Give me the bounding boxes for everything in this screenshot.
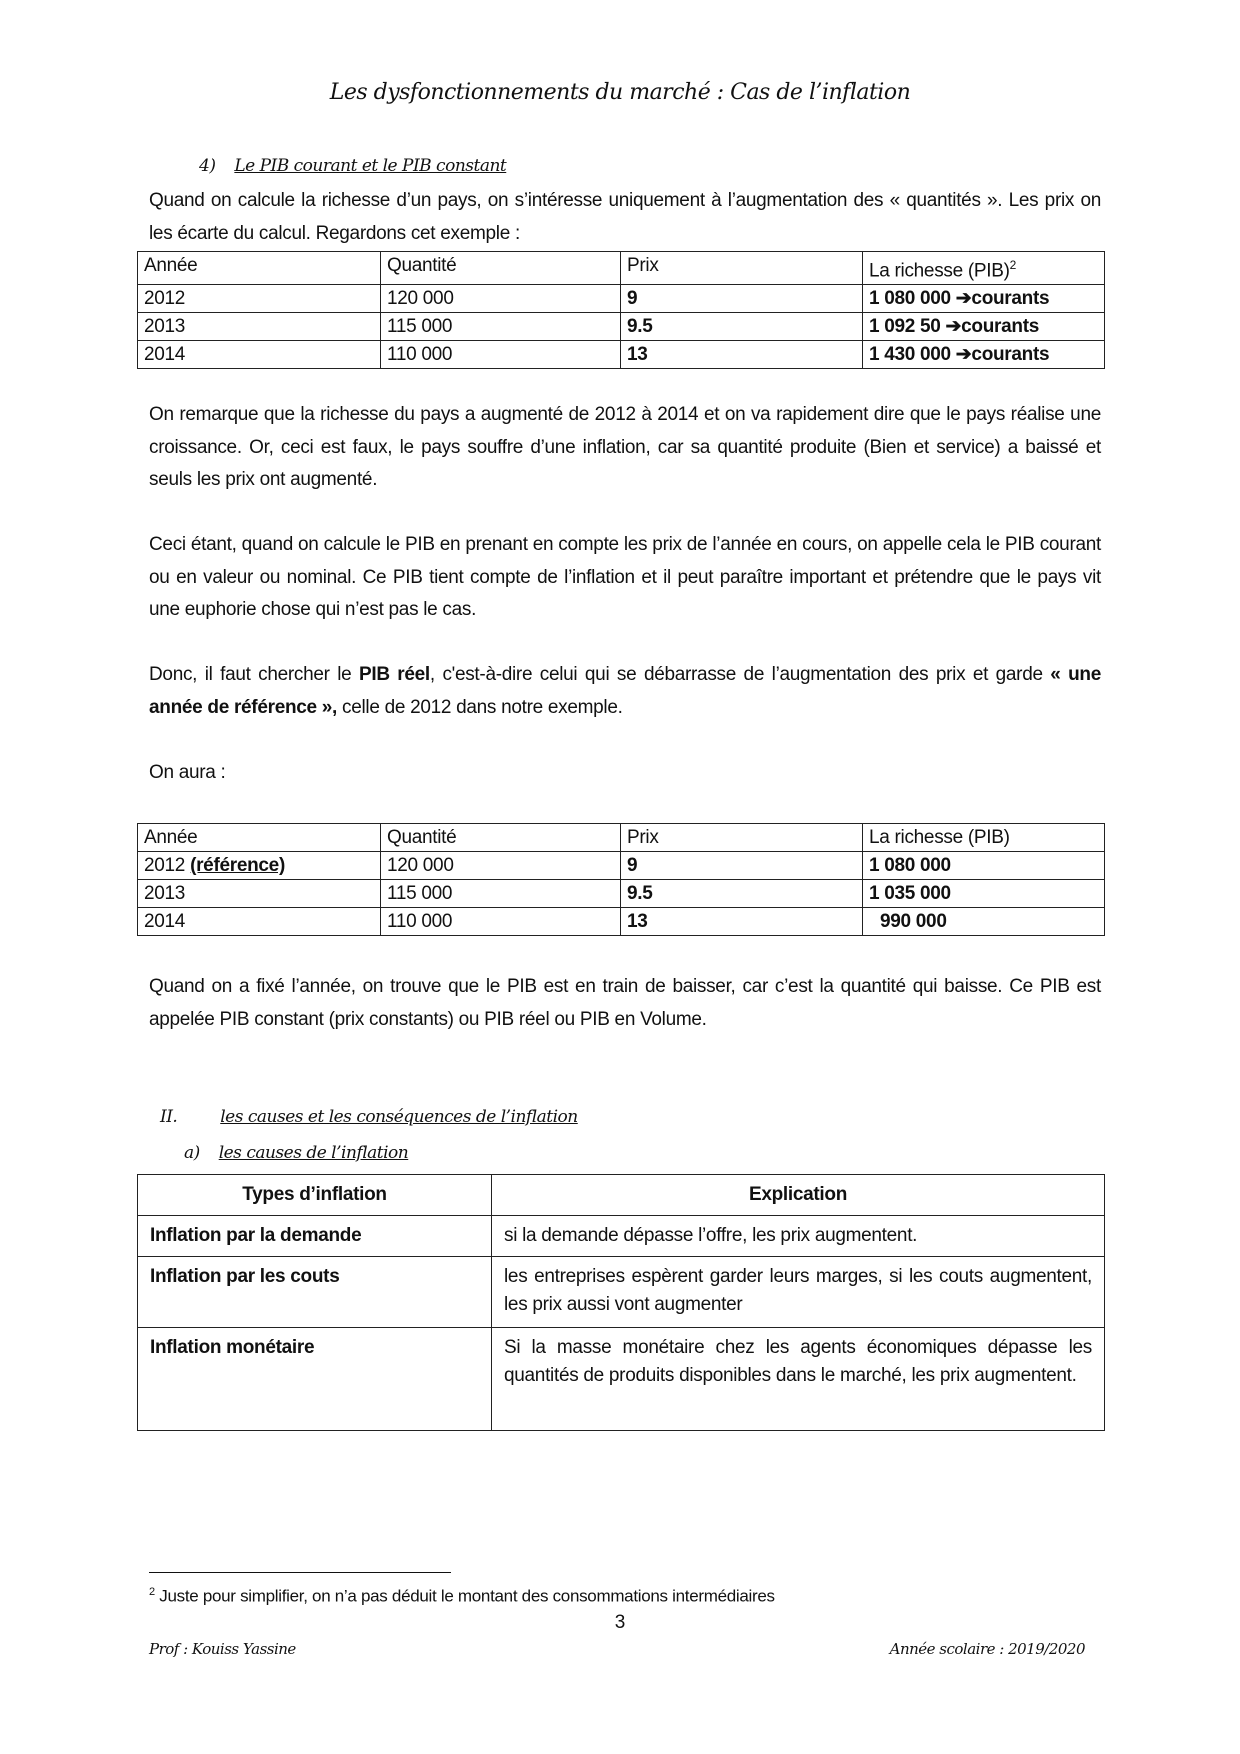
table-row [138,1328,1105,1431]
cell: Inflation monétaire [138,1328,492,1431]
table-row [138,908,1105,936]
cell: 990 000 [863,908,1105,936]
table-row [138,880,1105,908]
cell: 120 000 [381,852,621,880]
section-II-heading [160,1107,578,1127]
cell: 115 000 [381,880,621,908]
table-row [138,341,1105,369]
header-cell: Prix [621,824,863,852]
table-header-row [138,252,1105,285]
section-number: II. [160,1107,178,1127]
cell: 1 035 000 [863,880,1105,908]
text: Donc, il faut chercher le [149,664,359,685]
section-4-heading [199,156,506,176]
header-cell: Explication [492,1175,1105,1216]
section-number: 4) [199,156,216,176]
table-row [138,1257,1105,1328]
paragraph-pib-courant: Ceci étant, quand on calcule le PIB en prenant en compte les prix de l’année en cours, on appelle cela le PIB courant ou en valeur ou nominal. Ce PIB tient compte de l’inflation et il peut paraître important et prétendre que le pays vit une euphorie chose qui n’est pas le cas. [149,534,1101,620]
table-header-row [138,824,1105,852]
cell: si la demande dépasse l’offre, les prix augmentent. [492,1216,1105,1257]
cell: 110 000 [381,341,621,369]
cell: 1 430 000 ➔courants [863,341,1105,369]
bold-text: PIB réel [358,664,430,685]
cell: 2014 [138,908,381,936]
cell: 1 080 000 ➔courants [863,285,1105,313]
header-cell: Quantité [381,252,621,285]
cell: 2013 [138,880,381,908]
footnote-number: 2 [149,1586,155,1598]
cell: 9 [621,285,863,313]
header-cell: Année [138,252,381,285]
paragraph-intro: Quand on calcule la richesse d’un pays, on s’intéresse uniquement à l’augmentation des « quantités ». Les prix on les écarte du calcul. Regardons cet exemple : [149,190,1101,244]
footnote-text: Juste pour simplifier, on n’a pas déduit le montant des consommations intermédiaires [159,1586,775,1606]
table-pib-constant [137,823,1105,936]
paragraph-observation: On remarque que la richesse du pays a augmenté de 2012 à 2014 et on va rapidement dire que le pays réalise une croissance. Or, ceci est faux, le pays souffre d’une inflation, car sa quantité produite (Bien et service) a baissé et seuls les prix ont augmenté. [149,404,1101,490]
paragraph-pib-reel [149,659,1101,724]
table-pib-courant [137,251,1105,369]
header-cell: Prix [621,252,863,285]
table-row [138,1216,1105,1257]
header-cell: Année [138,824,381,852]
footnote [149,1586,775,1607]
section-title: les causes de l’inflation [218,1143,409,1163]
bold-text: « une année de référence », [149,664,1101,718]
cell: 120 000 [381,285,621,313]
header-cell: Types d’inflation [138,1175,492,1216]
header-cell: La richesse (PIB) [863,824,1105,852]
cell: 9.5 [621,880,863,908]
paragraph-conclusion: Quand on a fixé l’année, on trouve que le PIB est en train de baisser, car c’est la quantité qui baisse. Ce PIB est appelée PIB constant (prix constants) ou PIB réel ou PIB en Volume. [149,976,1101,1030]
header-text: La richesse (PIB) [869,260,1010,282]
section-title: les causes et les conséquences de l’inflation [220,1107,578,1127]
table-inflation-causes [137,1174,1105,1431]
table-row [138,313,1105,341]
paragraph-on-aura: On aura : [149,762,226,783]
section-a-heading [184,1143,408,1163]
section-title: Le PIB courant et le PIB constant [234,156,507,176]
header-cell: Quantité [381,824,621,852]
footnote-ref: 2 [1009,258,1016,272]
cell: 13 [621,908,863,936]
cell: 9 [621,852,863,880]
header-cell [863,252,1105,285]
cell: 2013 [138,313,381,341]
cell: les entreprises espèrent garder leurs marges, si les couts augmentent, les prix aussi vont augmenter [492,1257,1105,1328]
footer-school-year: Année scolaire : 2019/2020 [889,1640,1085,1658]
cell: 115 000 [381,313,621,341]
cell: 1 092 50 ➔courants [863,313,1105,341]
table-header-row [138,1175,1105,1216]
cell: 9.5 [621,313,863,341]
text: celle de 2012 dans notre exemple. [337,696,623,718]
page-number: 3 [614,1612,626,1633]
cell [138,852,381,880]
section-number: a) [184,1143,200,1163]
table-row [138,852,1105,880]
footer-author: Prof : Kouiss Yassine [149,1640,296,1658]
cell: 2014 [138,341,381,369]
cell: Inflation par les couts [138,1257,492,1328]
cell: Si la masse monétaire chez les agents économiques dépasse les quantités de produits disponibles dans le marché, les prix augmentent. [492,1328,1105,1431]
reference-label: (référence) [190,855,285,876]
cell: 13 [621,341,863,369]
footnote-separator [149,1572,451,1573]
text: , c'est-à-dire celui qui se débarrasse de l’augmentation des prix et garde [429,664,1051,685]
cell: 110 000 [381,908,621,936]
cell: 1 080 000 [863,852,1105,880]
cell: 2012 [138,285,381,313]
cell: Inflation par la demande [138,1216,492,1257]
document-title: Les dysfonctionnements du marché : Cas de l’inflation [329,80,911,105]
year: 2012 [144,855,186,876]
table-row [138,285,1105,313]
